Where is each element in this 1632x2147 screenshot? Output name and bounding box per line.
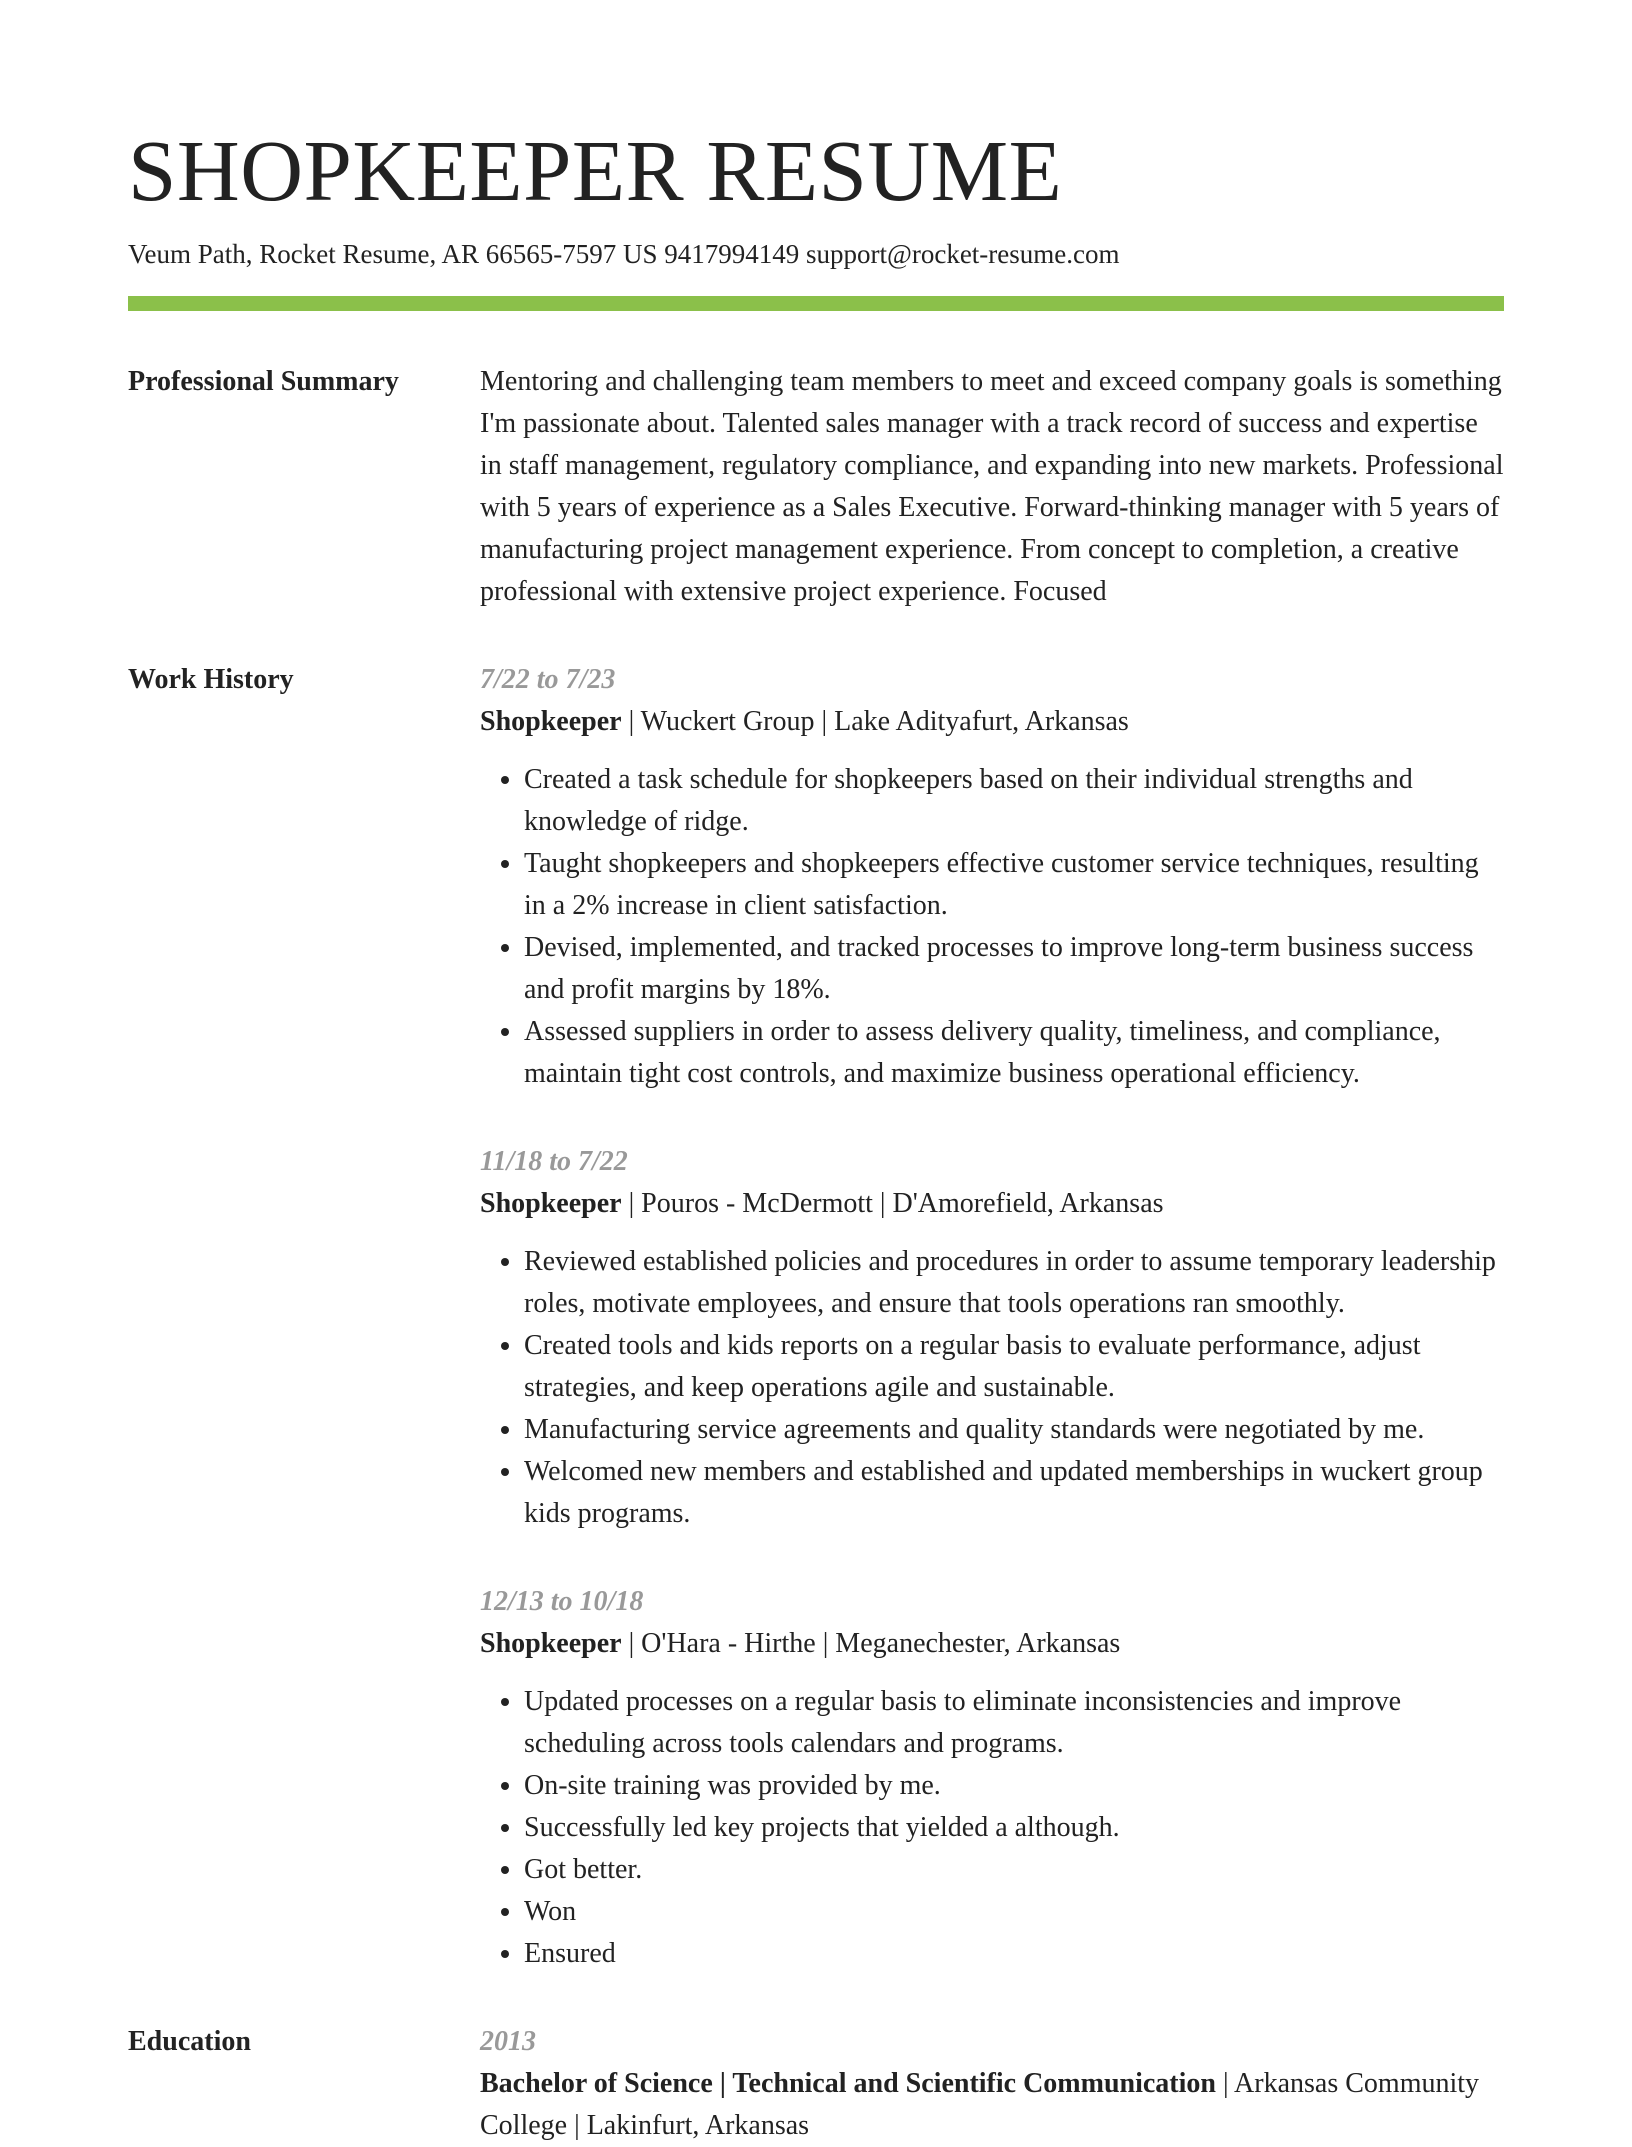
job-title: Shopkeeper [480, 1628, 622, 1659]
job-title-line [480, 701, 1504, 743]
bullet-item: • Created a task schedule for shopkeepers based on their individual strengths and knowledge of ridge. [524, 759, 1504, 843]
job-dates: 12/13 to 10/18 [480, 1586, 644, 1617]
section-label-summary: Professional Summary [128, 366, 399, 397]
contact-line: Veum Path, Rocket Resume, AR 66565-7597 US 9417994149 support@rocket-resume.com [128, 239, 1120, 269]
bullet-item: • Manufacturing service agreements and quality standards were negotiated by me. [524, 1409, 1504, 1451]
job-entry [480, 1581, 1504, 1975]
bullet-item: • Created tools and kids reports on a regular basis to evaluate performance, adjust strategies, and keep operations agile and sustainable. [524, 1325, 1504, 1409]
job-details: | Wuckert Group | Lake Adityafurt, Arkansas [621, 706, 1129, 737]
bullet-item: • Updated processes on a regular basis to eliminate inconsistencies and improve scheduling across tools calendars and programs. [524, 1681, 1504, 1765]
job-title-line [480, 1183, 1504, 1225]
bullet-item: • Got better. [524, 1849, 1504, 1891]
resume-title: SHOPKEEPER RESUME [128, 122, 1063, 219]
job-entry [480, 1141, 1504, 1535]
job-title-line [480, 1623, 1504, 1665]
bullet-item: • Devised, implemented, and tracked processes to improve long-term business success and profit margins by 18%. [524, 927, 1504, 1011]
job-title: Shopkeeper [480, 1188, 622, 1219]
job-bullets [480, 759, 1504, 1095]
job-entry [480, 659, 1504, 1095]
summary-body [480, 361, 1504, 613]
education-line [480, 2063, 1504, 2147]
job-details: | Pouros - McDermott | D'Amorefield, Arkansas [621, 1188, 1164, 1219]
education-section [128, 2021, 1504, 2147]
education-degree: Bachelor of Science | Technical and Scientific Communication [480, 2068, 1216, 2099]
job-title: Shopkeeper [480, 706, 622, 737]
section-label-work: Work History [128, 664, 294, 695]
job-details: | O'Hara - Hirthe | Meganechester, Arkansas [621, 1628, 1121, 1659]
job-bullets [480, 1241, 1504, 1535]
professional-summary-section [128, 361, 1504, 613]
job-dates: 7/22 to 7/23 [480, 664, 616, 695]
work-history-section [128, 659, 1504, 1975]
job-dates: 11/18 to 7/22 [480, 1146, 628, 1177]
work-body [480, 659, 1504, 1975]
bullet-item: • Assessed suppliers in order to assess delivery quality, timeliness, and compliance, maintain tight cost controls, and maximize business operational efficiency. [524, 1011, 1504, 1095]
bullet-item: • Welcomed new members and established and updated memberships in wuckert group kids programs. [524, 1451, 1504, 1535]
education-year: 2013 [480, 2026, 536, 2057]
education-body [480, 2021, 1504, 2147]
job-bullets [480, 1681, 1504, 1975]
summary-text: Mentoring and challenging team members to meet and exceed company goals is something I'm passionate about. Talented sales manager with a track record of success and expertise in staff management, regulatory compliance, and expanding into new markets. Professional with 5 years of experience as a Sales Executive. Forward-thinking manager with 5 years of manufacturing project management experience. From concept to completion, a creative professional with extensive project experience. Focused [480, 366, 1504, 607]
header-divider [128, 296, 1504, 311]
bullet-item: • Reviewed established policies and procedures in order to assume temporary leadership roles, motivate employees, and ensure that tools operations ran smoothly. [524, 1241, 1504, 1325]
bullet-item: • Won [524, 1891, 1504, 1933]
bullet-item: • Taught shopkeepers and shopkeepers effective customer service techniques, resulting in a 2% increase in client satisfaction. [524, 843, 1504, 927]
bullet-item: • Ensured [524, 1933, 1504, 1975]
bullet-item: • On-site training was provided by me. [524, 1765, 1504, 1807]
section-label-education: Education [128, 2026, 251, 2057]
bullet-item: • Successfully led key projects that yielded a although. [524, 1807, 1504, 1849]
education-school: | Arkansas Community College | Lakinfurt, Arkansas [480, 2068, 1480, 2141]
